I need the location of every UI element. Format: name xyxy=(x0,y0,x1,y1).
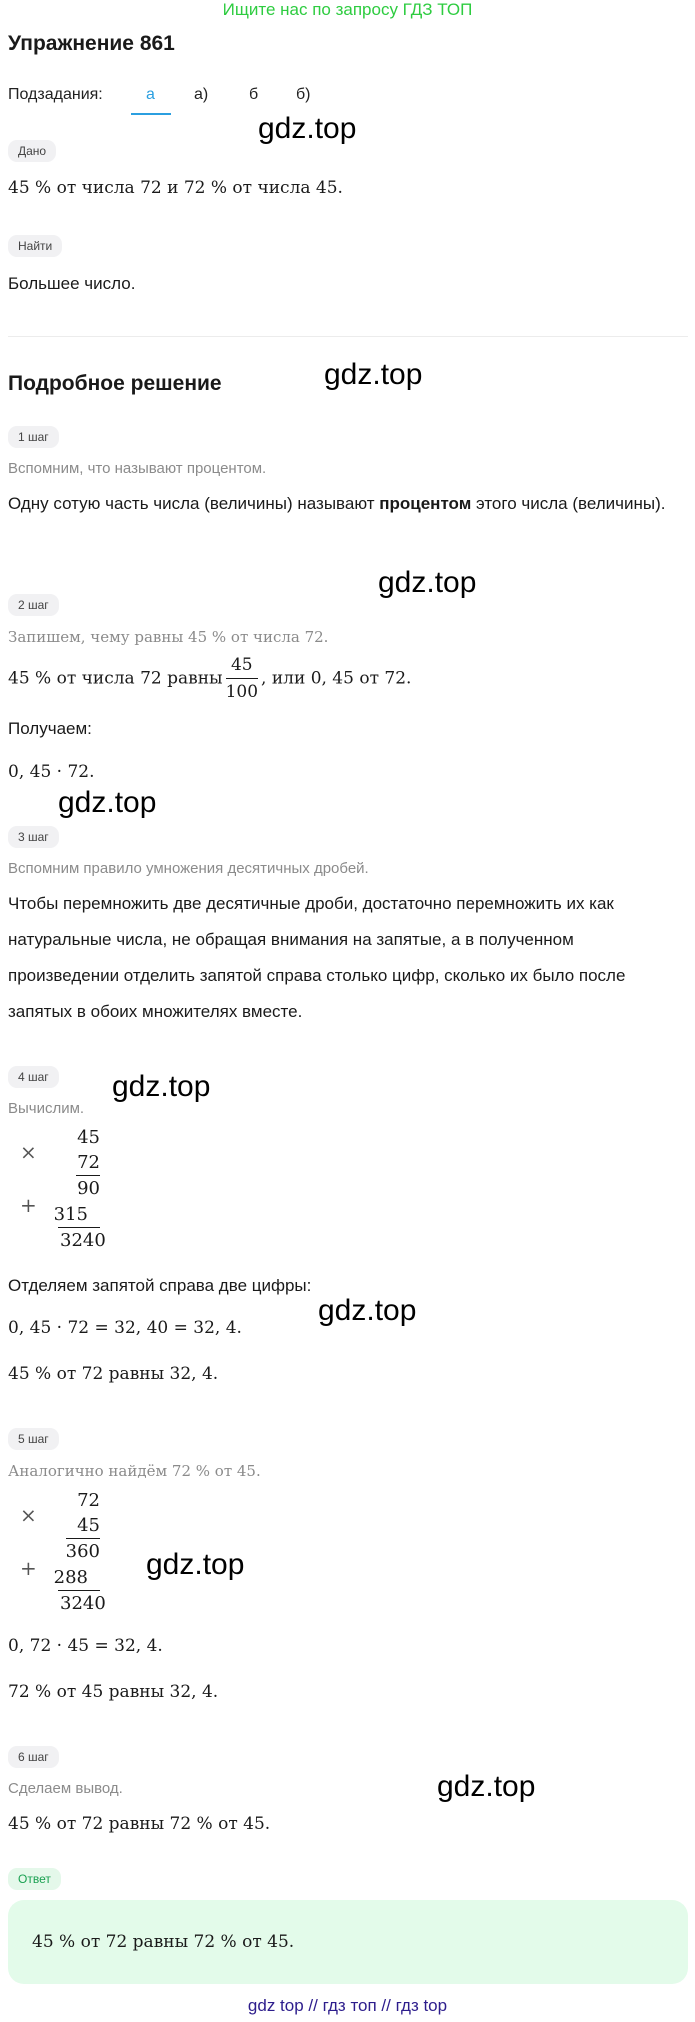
divider xyxy=(8,336,688,337)
step2-chip: 2 шаг xyxy=(8,594,59,616)
step5-hint: Аналогично найдём 72 % от 45. xyxy=(8,1462,261,1480)
step1-bold: процентом xyxy=(379,494,472,513)
step5-equation: 0, 72 · 45 = 32, 4. xyxy=(8,1636,163,1656)
step4-note: Отделяем запятой справа две цифры: xyxy=(8,1276,312,1295)
step2-hint: Запишем, чему равны 45 % от числа 72. xyxy=(8,628,329,646)
plus-sign: + xyxy=(20,1556,37,1580)
watermark: gdz.top xyxy=(318,1294,417,1327)
step6-hint: Сделаем вывод. xyxy=(8,1780,123,1797)
footer-links[interactable]: gdz top // гдз топ // гдз top xyxy=(247,1996,448,2015)
step3-chip: 3 шаг xyxy=(8,826,59,848)
column-row: 315 xyxy=(53,1204,88,1225)
column-rule xyxy=(58,1590,100,1591)
watermark: gdz.top xyxy=(324,358,423,391)
tab-a[interactable]: а xyxy=(146,86,155,103)
multiply-sign: × xyxy=(20,1140,37,1164)
watermark: gdz.top xyxy=(58,786,157,819)
column-rule xyxy=(76,1175,100,1176)
watermark: gdz.top xyxy=(258,112,357,145)
watermark: gdz.top xyxy=(112,1070,211,1103)
find-chip: Найти xyxy=(8,235,62,257)
step5-chip: 5 шаг xyxy=(8,1428,59,1450)
column-rule xyxy=(66,1538,100,1539)
given-chip: Дано xyxy=(8,140,56,162)
step3-text: Чтобы перемножить две десятичные дроби, достаточно перемножить их как натуральные числа, не обращая внимания на запятые, а в полученном произведении отделить запятой справа столько цифр, сколько их было после запятых в обоих множителях вместе. xyxy=(8,894,626,1021)
tab-b-paren[interactable]: б) xyxy=(296,86,311,103)
step5-result: 72 % от 45 равны 32, 4. xyxy=(8,1682,219,1702)
tab-b[interactable]: б xyxy=(249,86,259,103)
answer-chip: Ответ xyxy=(8,1868,61,1890)
multiply-sign: × xyxy=(20,1503,37,1527)
active-tab-indicator xyxy=(131,113,171,115)
step6-text: 45 % от 72 равны 72 % от 45. xyxy=(8,1814,271,1834)
subtasks-label: Подзадания: xyxy=(8,86,103,103)
step3-hint: Вспомним правило умножения десятичных дробей. xyxy=(8,860,369,877)
column-row: 360 xyxy=(65,1541,100,1562)
solution-heading: Подробное решение xyxy=(8,372,222,395)
column-row: 72 xyxy=(77,1152,100,1173)
step4-chip: 4 шаг xyxy=(8,1066,59,1088)
step2-line: 45 % от числа 72 равны $\frac{45}{100}$ , или 0, 45 от 72. xyxy=(8,652,411,705)
step2-expr: 0, 45 · 72. xyxy=(8,762,95,782)
tab-a-paren[interactable]: а) xyxy=(194,86,209,103)
step1-chip: 1 шаг xyxy=(8,426,59,448)
given-text: 45 % от числа 72 и 72 % от числа 45. xyxy=(8,178,343,198)
step6-chip: 6 шаг xyxy=(8,1746,59,1768)
column-row: 72 xyxy=(77,1490,100,1511)
watermark: gdz.top xyxy=(146,1548,245,1581)
column-rule xyxy=(58,1227,100,1228)
column-row: 3240 xyxy=(60,1230,106,1251)
step1-hint: Вспомним, что называют процентом. xyxy=(8,460,267,477)
step4-result: 45 % от 72 равны 32, 4. xyxy=(8,1364,219,1384)
step4-hint: Вычислим. xyxy=(8,1100,85,1117)
step2-fraction: $\frac{45}{100}$ xyxy=(226,652,258,705)
column-row: 288 xyxy=(53,1567,88,1588)
step1-text: Одну сотую часть числа (величины) называют процентом этого числа (величины). xyxy=(8,494,666,513)
step4-equation: 0, 45 · 72 = 32, 40 = 32, 4. xyxy=(8,1318,242,1338)
top-banner: Ищите нас по запросу ГДЗ ТОП xyxy=(222,0,473,19)
page-title: Упражнение 861 xyxy=(8,32,175,55)
plus-sign: + xyxy=(20,1193,37,1217)
column-row: 45 xyxy=(77,1515,100,1536)
find-text: Большее число. xyxy=(8,274,136,293)
watermark: gdz.top xyxy=(437,1770,536,1803)
watermark: gdz.top xyxy=(378,566,477,599)
column-row: 3240 xyxy=(60,1593,106,1614)
step2-get-label: Получаем: xyxy=(8,719,92,738)
column-row: 45 xyxy=(77,1127,100,1148)
column-row: 90 xyxy=(77,1178,100,1199)
answer-text: 45 % от 72 равны 72 % от 45. xyxy=(32,1932,295,1952)
